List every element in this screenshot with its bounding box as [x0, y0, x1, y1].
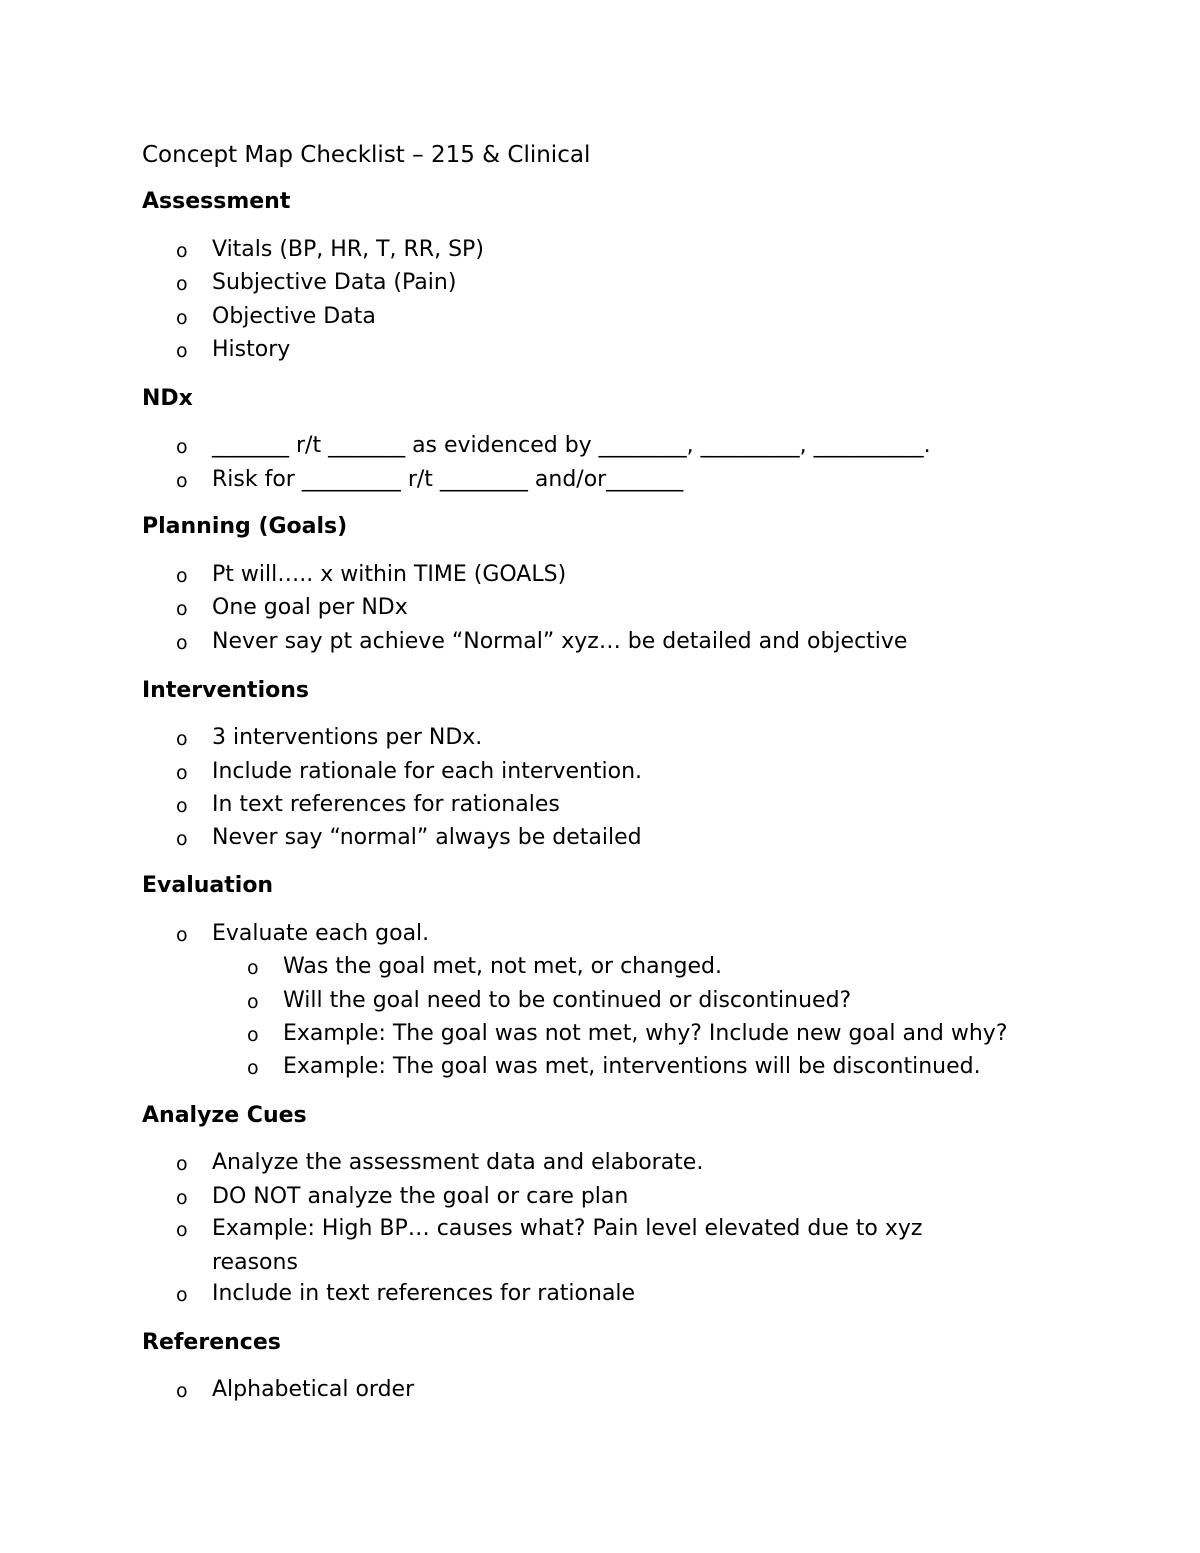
- list-item: o Include rationale for each intervention.: [212, 757, 642, 787]
- bullet-icon: o: [176, 340, 188, 362]
- bullet-icon: o: [176, 470, 188, 492]
- heading-ndx: NDx: [142, 386, 193, 411]
- list-item: o _______ r/t _______ as evidenced by ________, _________, __________.: [212, 431, 931, 461]
- heading-references: References: [142, 1330, 281, 1355]
- list-item: o Include in text references for rationale: [212, 1279, 635, 1309]
- sub-list-item: o Example: The goal was not met, why? Include new goal and why?: [283, 1019, 1008, 1049]
- bullet-icon: o: [176, 273, 188, 295]
- bullet-icon: o: [247, 1024, 259, 1046]
- heading-interventions: Interventions: [142, 678, 309, 703]
- bullet-icon: o: [176, 565, 188, 587]
- list-item: o Subjective Data (Pain): [212, 268, 456, 298]
- bullet-icon: o: [176, 728, 188, 750]
- list-item: o Pt will….. x within TIME (GOALS): [212, 560, 566, 590]
- list-item: o In text references for rationales: [212, 790, 560, 820]
- list-item: o Risk for _________ r/t ________ and/or_______: [212, 465, 683, 495]
- list-item: o History: [212, 335, 290, 365]
- list-item: o Example: High BP… causes what? Pain level elevated due to xyz: [212, 1214, 922, 1244]
- list-item: o Evaluate each goal.: [212, 919, 429, 949]
- bullet-icon: o: [176, 240, 188, 262]
- bullet-icon: o: [176, 1219, 188, 1241]
- heading-analyze-cues: Analyze Cues: [142, 1103, 307, 1128]
- list-item: o DO NOT analyze the goal or care plan: [212, 1182, 628, 1212]
- bullet-icon: o: [247, 1057, 259, 1079]
- bullet-icon: o: [176, 924, 188, 946]
- bullet-icon: o: [176, 598, 188, 620]
- document-title: Concept Map Checklist – 215 & Clinical: [142, 142, 591, 168]
- list-item: o Vitals (BP, HR, T, RR, SP): [212, 235, 484, 265]
- bullet-icon: o: [176, 1187, 188, 1209]
- sub-list-item: o Was the goal met, not met, or changed.: [283, 952, 722, 982]
- list-item: o Never say pt achieve “Normal” xyz… be detailed and objective: [212, 627, 907, 657]
- bullet-icon: o: [176, 1380, 188, 1402]
- heading-planning-goals: Planning (Goals): [142, 514, 348, 539]
- heading-evaluation: Evaluation: [142, 873, 274, 898]
- bullet-icon: o: [176, 307, 188, 329]
- bullet-icon: o: [247, 991, 259, 1013]
- bullet-icon: o: [176, 632, 188, 654]
- list-item: o Objective Data: [212, 302, 376, 332]
- bullet-icon: o: [176, 828, 188, 850]
- bullet-icon: o: [176, 795, 188, 817]
- list-item-continuation: reasons: [212, 1250, 298, 1275]
- bullet-icon: o: [176, 762, 188, 784]
- list-item: o One goal per NDx: [212, 593, 408, 623]
- heading-assessment: Assessment: [142, 189, 291, 214]
- list-item: o Analyze the assessment data and elaborate.: [212, 1148, 703, 1178]
- bullet-icon: o: [247, 957, 259, 979]
- list-item: o Alphabetical order: [212, 1375, 414, 1405]
- list-item: o 3 interventions per NDx.: [212, 723, 482, 753]
- bullet-icon: o: [176, 1284, 188, 1306]
- list-item: o Never say “normal” always be detailed: [212, 823, 642, 853]
- bullet-icon: o: [176, 436, 188, 458]
- bullet-icon: o: [176, 1153, 188, 1175]
- sub-list-item: o Example: The goal was met, interventions will be discontinued.: [283, 1052, 981, 1082]
- sub-list-item: o Will the goal need to be continued or discontinued?: [283, 986, 851, 1016]
